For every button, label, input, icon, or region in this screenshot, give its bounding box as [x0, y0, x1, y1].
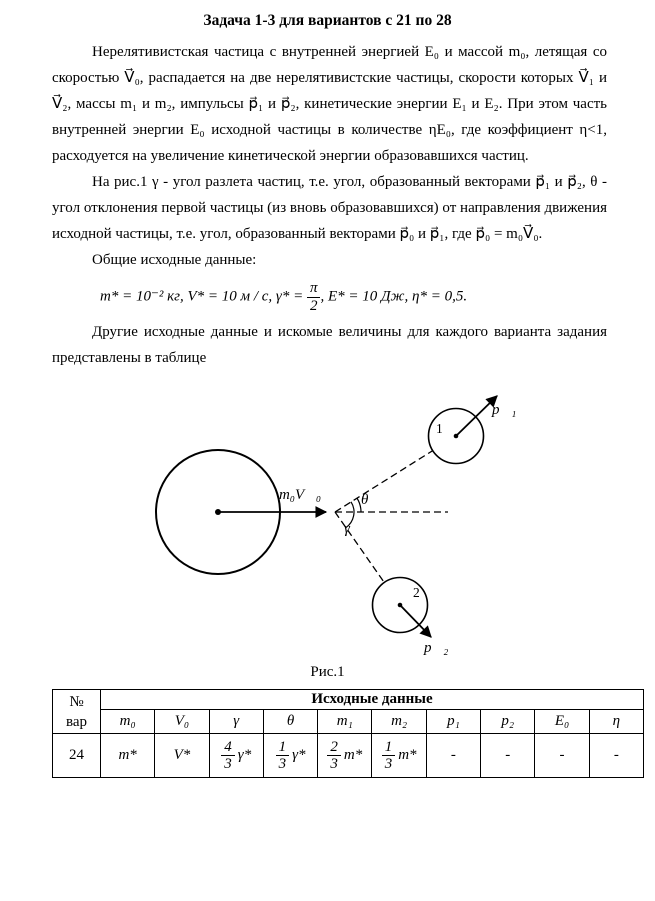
page-title: Задача 1-3 для вариантов с 21 по 28: [203, 12, 452, 29]
particle2-label: 2: [413, 585, 420, 600]
cell-eta: -: [589, 734, 643, 778]
cell-m2: [372, 734, 426, 778]
cell-m0: m*: [101, 734, 155, 778]
paragraph-angles: На рис.1 γ - угол разлета частиц, т.е. угол, образованный векторами p⃗₁ и p⃗₂, θ - угол отклонения первой частицы (из вновь образовавшихся) от направления движения исходной частицы, т.е. угол, образованный векторами p⃗₀ и p⃗₁, где p⃗₀ = m₀V⃗₀.: [52, 174, 607, 242]
theta-label: θ: [361, 492, 369, 508]
col-header-v0: V₀: [155, 710, 209, 734]
col-header-gamma: γ: [209, 710, 263, 734]
paragraph-intro: Нерелятивистская частица с внутренней энергией E₀ и массой m₀, летящая со скоростью V⃗₀, распадается на две нерелятивистские частицы, скорости которых V⃗₁ и V⃗₂, массы m₁ и m₂, импульсы p⃗₁ и p⃗₂, кинетические энергии E₁ и E₂. При этом часть внутренней энергии E₀ исходной частицы в количестве ηE₀, где коэффициент η<1, расходуется на увеличение кинетической энергии образовавшихся частиц.: [52, 44, 607, 164]
fraction-numerator: π: [307, 280, 321, 298]
particle1-label: 1: [436, 421, 443, 436]
cell-p1: -: [426, 734, 480, 778]
cell-gamma: [209, 734, 263, 778]
col-header-eta: η: [589, 710, 643, 734]
fraction-numerator: 1: [382, 739, 396, 757]
col-header-e0: E₀: [535, 710, 589, 734]
cell-v0: V*: [155, 734, 209, 778]
gamma-fraction: [221, 739, 235, 773]
variant-number-cell: 24: [53, 734, 101, 778]
pi-over-2-fraction: [307, 280, 321, 314]
m1-fraction: [327, 739, 341, 773]
col-header-m2: m₂: [372, 710, 426, 734]
table-data-row: [53, 734, 644, 778]
decay-diagram: [0, 375, 655, 657]
figure-wrap: [0, 375, 655, 662]
gamma-label: γ: [344, 521, 350, 537]
figure-caption: Рис.1: [310, 664, 345, 680]
fraction-denominator: 3: [224, 756, 232, 772]
fraction-numerator: 4: [221, 739, 235, 757]
momentum0-label: m₀V⃗₀: [278, 487, 322, 503]
p1-vector-label: p⃗₁: [492, 402, 517, 418]
p2-vector-label: p⃗₂: [424, 640, 449, 656]
m2-fraction: [382, 739, 396, 773]
fraction-numerator: 1: [276, 739, 290, 757]
formula-lead: m* = 10⁻² кг, V* = 10 м / с, γ* =: [100, 288, 307, 305]
source-data-header: Исходные данные: [101, 690, 644, 710]
cell-theta: [263, 734, 317, 778]
col-header-theta: θ: [263, 710, 317, 734]
formula-tail: , E* = 10 Дж, η* = 0,5.: [320, 288, 468, 305]
fraction-denominator: 3: [330, 756, 338, 772]
fraction-numerator: 2: [327, 739, 341, 757]
initial-center-dot: [215, 509, 221, 515]
fraction-suffix: γ*: [292, 746, 306, 763]
fraction-denominator: 3: [278, 756, 287, 772]
fraction-denominator: 3: [384, 756, 393, 772]
document-page: [0, 12, 655, 778]
cell-p2: -: [481, 734, 535, 778]
particle2-center-dot: [398, 603, 403, 608]
particle1-center-dot: [454, 434, 459, 439]
table-header-row-2: [53, 710, 644, 734]
paragraph-table-note: Другие исходные данные и искомые величины для каждого варианта задания представлены в таблице: [52, 324, 607, 366]
cell-e0: -: [535, 734, 589, 778]
fraction-suffix: m*: [343, 746, 363, 763]
fraction-suffix: m*: [398, 746, 417, 763]
cell-m1: [318, 734, 372, 778]
variant-number-header: [53, 690, 101, 734]
text-block: [52, 39, 607, 371]
fraction-denominator: 2: [309, 297, 318, 314]
paragraph-common-data-heading: Общие исходные данные:: [92, 252, 257, 268]
variant-number-header-line1: №: [69, 693, 84, 710]
col-header-p1: p₁: [426, 710, 480, 734]
variants-table: [52, 689, 644, 778]
table-header-row-1: [53, 690, 644, 710]
col-header-p2: p₂: [481, 710, 535, 734]
col-header-m1: m₁: [318, 710, 372, 734]
common-data-formula: [100, 280, 607, 314]
fraction-suffix: γ*: [237, 746, 252, 763]
theta-fraction: [276, 739, 290, 773]
variant-number-header-line2: вар: [65, 713, 88, 730]
col-header-m0: m₀: [101, 710, 155, 734]
